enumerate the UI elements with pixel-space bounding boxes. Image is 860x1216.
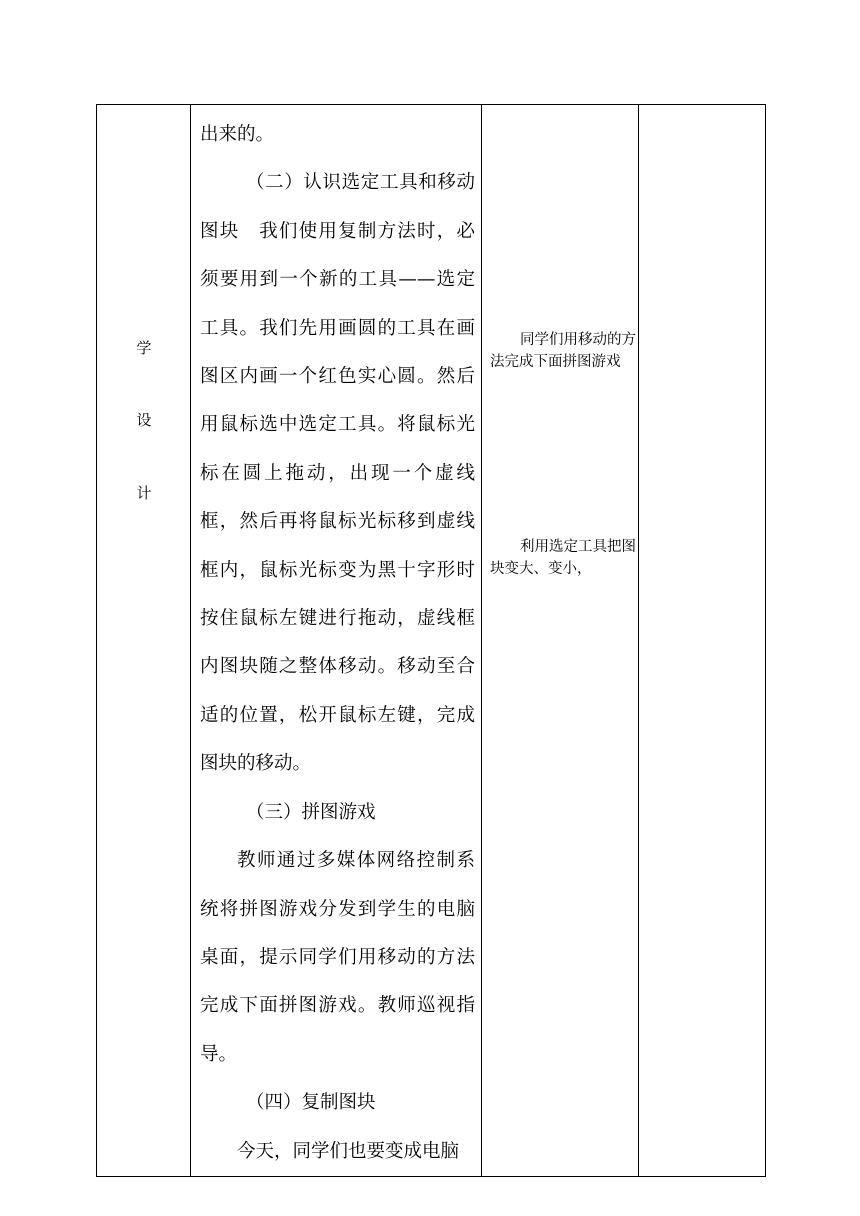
table-row bbox=[97, 105, 766, 1177]
teacher-activity-cell bbox=[191, 105, 482, 1177]
teacher-paragraph: 今天，同学们也要变成电脑 bbox=[237, 1140, 460, 1162]
teacher-heading: （三）拼图游戏 bbox=[246, 801, 376, 823]
student-activity-cell bbox=[482, 105, 639, 1177]
teacher-paragraph: 出来的。 bbox=[200, 124, 275, 145]
teacher-heading: （四）复制图块 bbox=[246, 1092, 376, 1114]
notes-cell bbox=[639, 105, 766, 1177]
section-label-cell bbox=[97, 105, 191, 1177]
lesson-plan-table bbox=[96, 104, 766, 1177]
teacher-paragraph: 教师通过多媒体网络控制系统将拼图游戏分发到学生的电脑桌面，提示同学们用移动的方法完成下面拼图游戏。教师巡视指导。 bbox=[200, 850, 475, 1065]
section-label-char: 设 bbox=[136, 411, 152, 429]
teacher-paragraph: （二）认识选定工具和移动图块 我们使用复制方法时，必须要用到一个新的工具——选定工具。我们先用画圆的工具在画图区内画一个红色实心圆。然后用鼠标选中选定工具。将鼠标光标在圆上拖动，出现一个虚线框，然后再将鼠标光标移到虚线框内，鼠标光标变为黑十字形时按住鼠标左键进行拖动，虚线框内图块随之整体移动。移动至合适的位置，松开鼠标左键，完成图块的移动。 bbox=[200, 172, 475, 775]
section-label-char: 学 bbox=[136, 339, 152, 357]
section-label-char: 计 bbox=[136, 484, 152, 502]
student-note: 利用选定工具把图块变大、变小， bbox=[490, 539, 636, 577]
student-note: 同学们用移动的方法完成下面拼图游戏 bbox=[490, 332, 636, 370]
